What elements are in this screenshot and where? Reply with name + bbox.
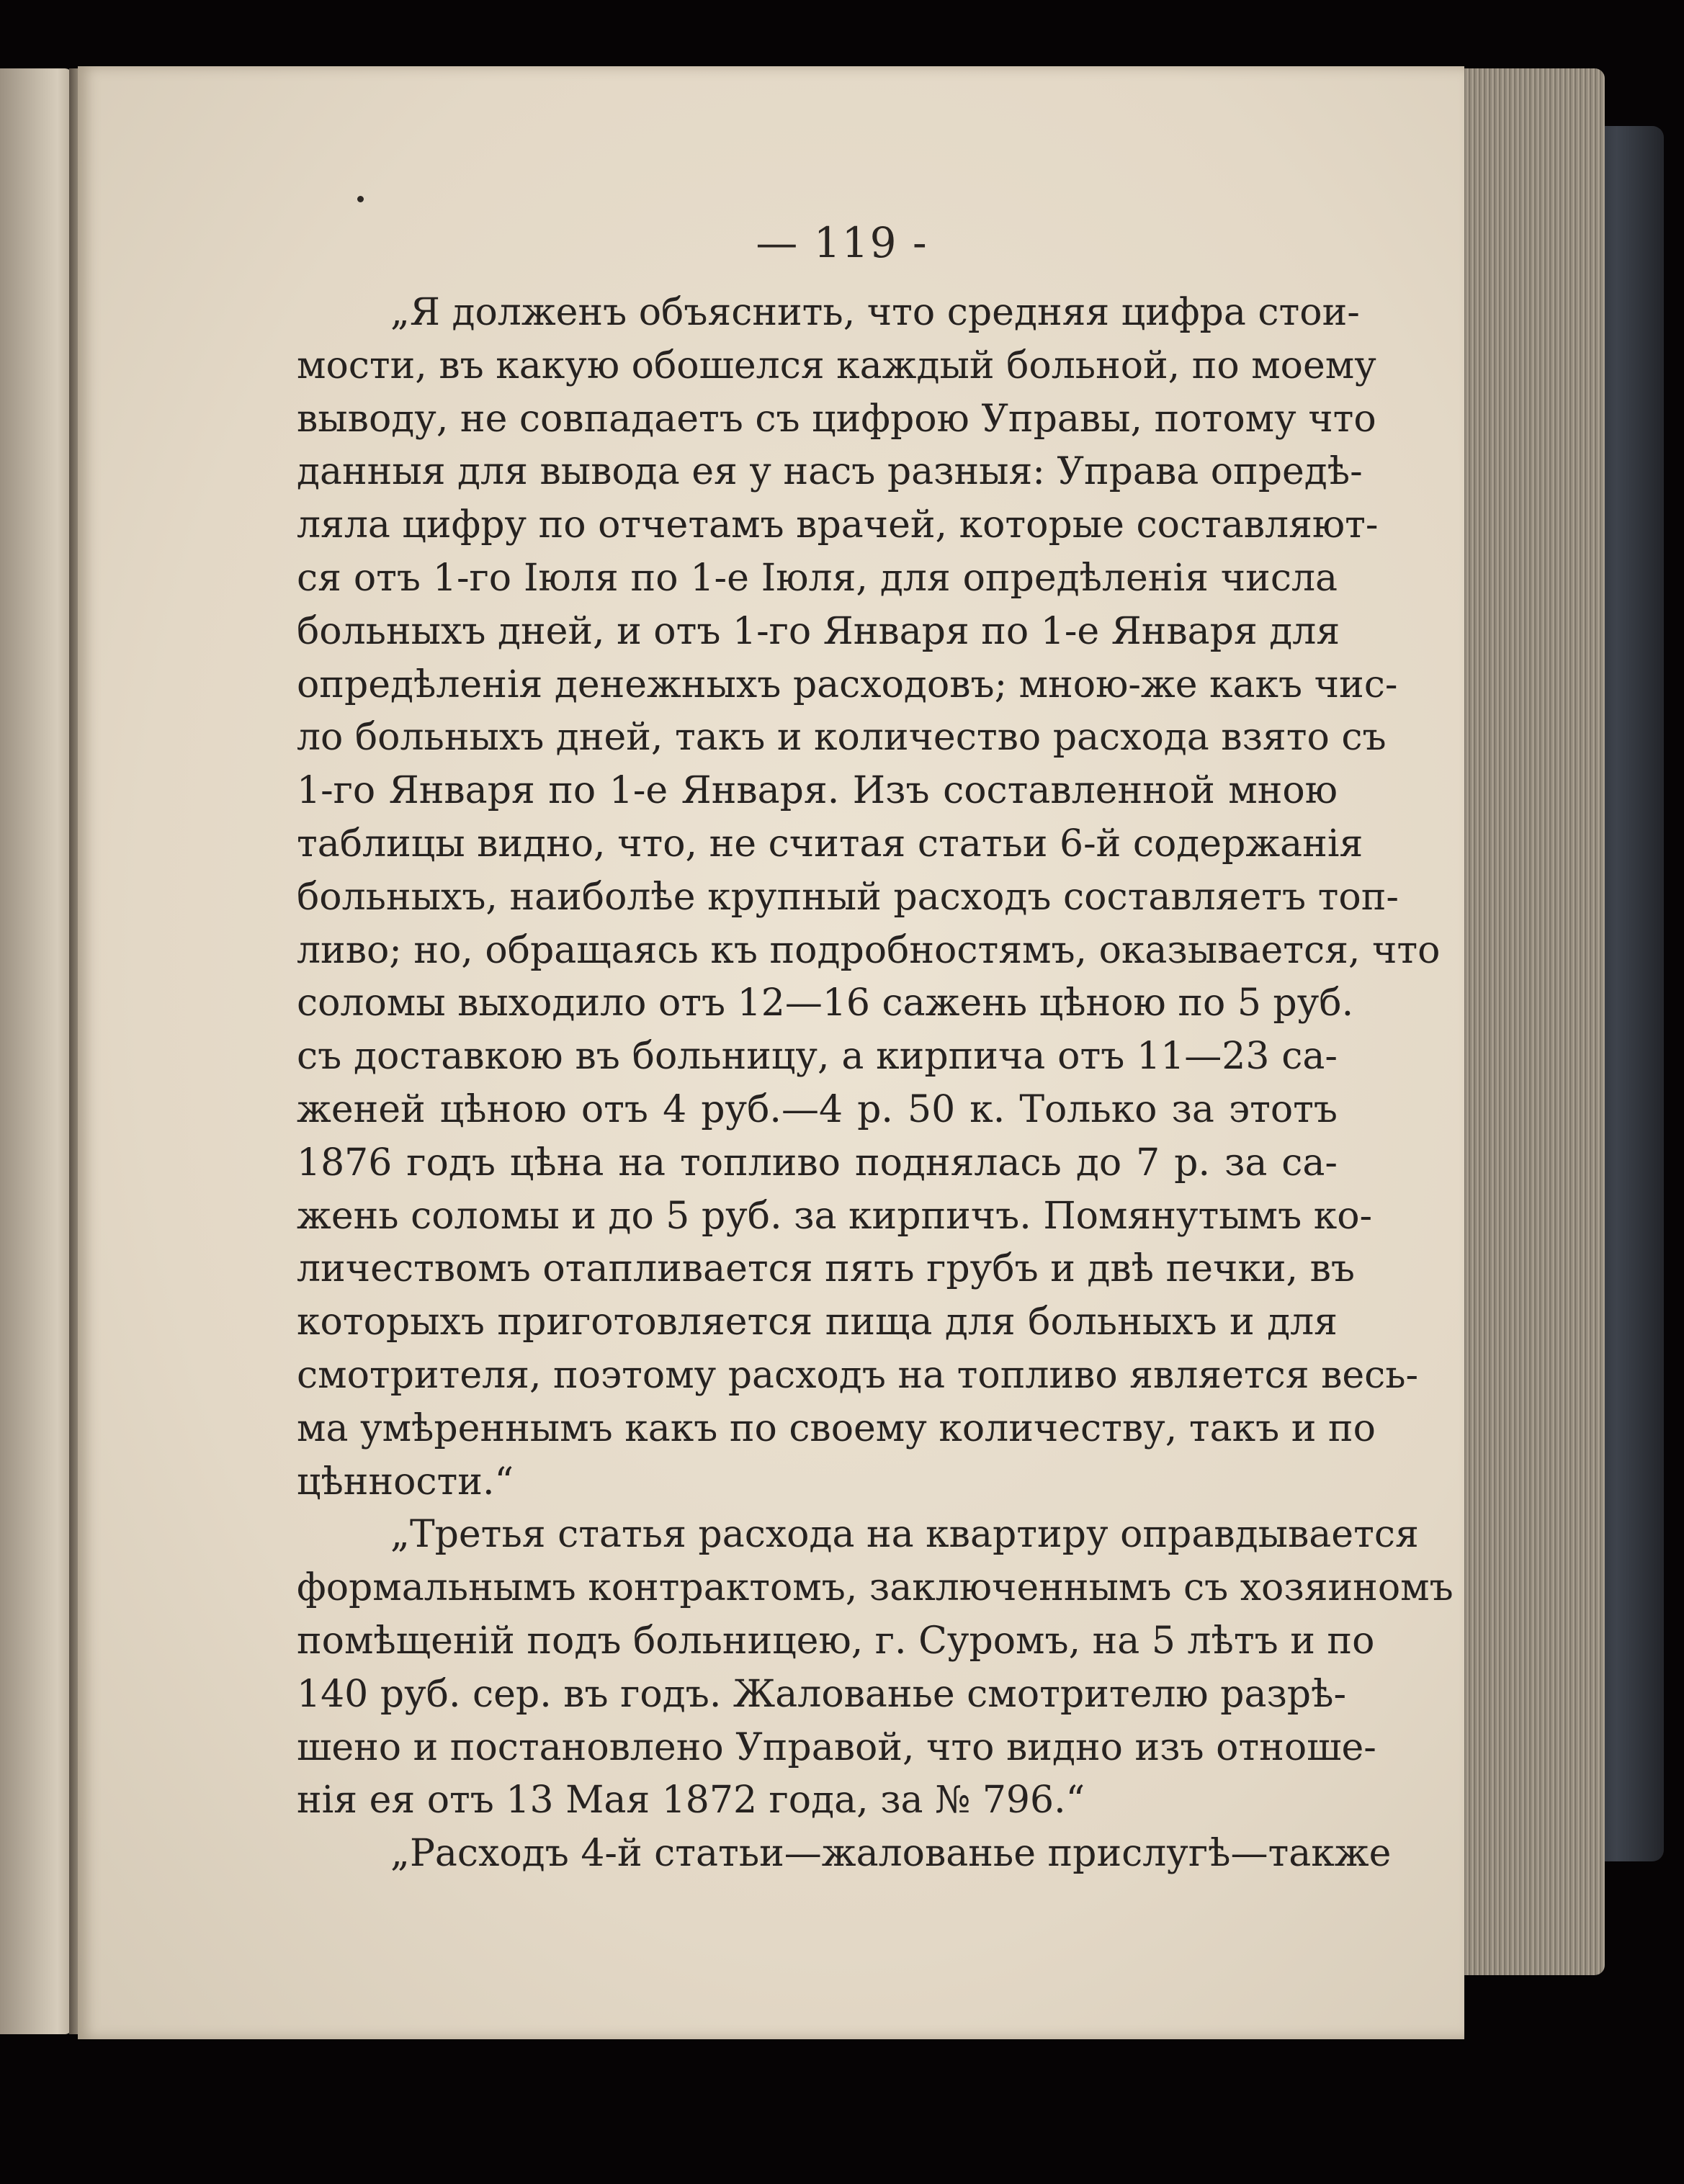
page-number: — 119 - (756, 218, 928, 267)
text-line: опредѣленія денежныхъ расходовъ; мною-же какъ чис- (297, 662, 1398, 706)
text-line: таблицы видно, что, не считая статьи 6-й содержанія (297, 822, 1363, 866)
text-line: съ доставкою въ больницу, а кирпича отъ 11—23 са- (297, 1035, 1338, 1079)
page-body-text (297, 287, 1454, 1881)
text-line: ливо; но, обращаясь къ подробностямъ, оказывается, что (297, 928, 1441, 972)
ink-speck (357, 196, 364, 202)
text-line: женей цѣною отъ 4 руб.—4 р. 50 к. Только за этотъ (297, 1087, 1338, 1131)
text-line: ло больныхъ дней, такъ и количество расхода взято съ (297, 716, 1387, 760)
text-line: выводу, не совпадаетъ съ цифрою Управы, потому что (297, 397, 1376, 441)
text-line: данныя для вывода ея у насъ разныя: Управа опредѣ- (297, 450, 1363, 494)
text-line: нія ея отъ 13 Мая 1872 года, за № 796.“ (297, 1779, 1085, 1823)
previous-page-edge (0, 68, 72, 2034)
text-line: личествомъ отапливается пять грубъ и двѣ печки, въ (297, 1247, 1355, 1291)
text-line: 1876 годъ цѣна на топливо поднялась до 7 р. за са- (297, 1141, 1338, 1185)
text-line: „Третья статья расхода на квартиру оправдывается (390, 1513, 1419, 1557)
text-line: ляла цифру по отчетамъ врачей, которые составляют- (297, 503, 1379, 547)
text-line: смотрителя, поэтому расходъ на топливо является весь- (297, 1353, 1419, 1397)
text-line: цѣнности.“ (297, 1460, 514, 1504)
text-line: „Расходъ 4-й статьи—жалованье прислугѣ—также (390, 1832, 1392, 1876)
text-line: „Я долженъ объяснить, что средняя цифра стои- (390, 291, 1360, 334)
text-line: мости, въ какую обошелся каждый больной, по моему (297, 343, 1376, 387)
text-line: 1-го Января по 1-е Января. Изъ составленной мною (297, 769, 1338, 813)
book-gutter (69, 68, 78, 2034)
text-line: больныхъ дней, и отъ 1-го Января по 1-е Января для (297, 609, 1340, 653)
text-line: которыхъ приготовляется пища для больныхъ и для (297, 1300, 1338, 1344)
text-line: ся отъ 1-го Іюля по 1-е Іюля, для опредѣленія числа (297, 556, 1338, 600)
text-line: соломы выходило отъ 12—16 сажень цѣною по 5 руб. (297, 981, 1354, 1025)
page-stack-edges (1461, 68, 1605, 1975)
text-line: 140 руб. сер. въ годъ. Жалованье смотрителю разрѣ- (297, 1672, 1347, 1716)
text-line: шено и постановлено Управой, что видно изъ отноше- (297, 1725, 1376, 1769)
text-line: формальнымъ контрактомъ, заключеннымъ съ хозяиномъ (297, 1566, 1454, 1610)
text-line: помѣщеній подъ больницею, г. Суромъ, на 5 лѣтъ и по (297, 1619, 1375, 1663)
text-line: ма умѣреннымъ какъ по своему количеству, такъ и по (297, 1406, 1376, 1450)
text-line: жень соломы и до 5 руб. за кирпичъ. Помянутымъ ко- (297, 1194, 1373, 1238)
text-line: больныхъ, наиболѣе крупный расходъ составляетъ топ- (297, 875, 1399, 919)
